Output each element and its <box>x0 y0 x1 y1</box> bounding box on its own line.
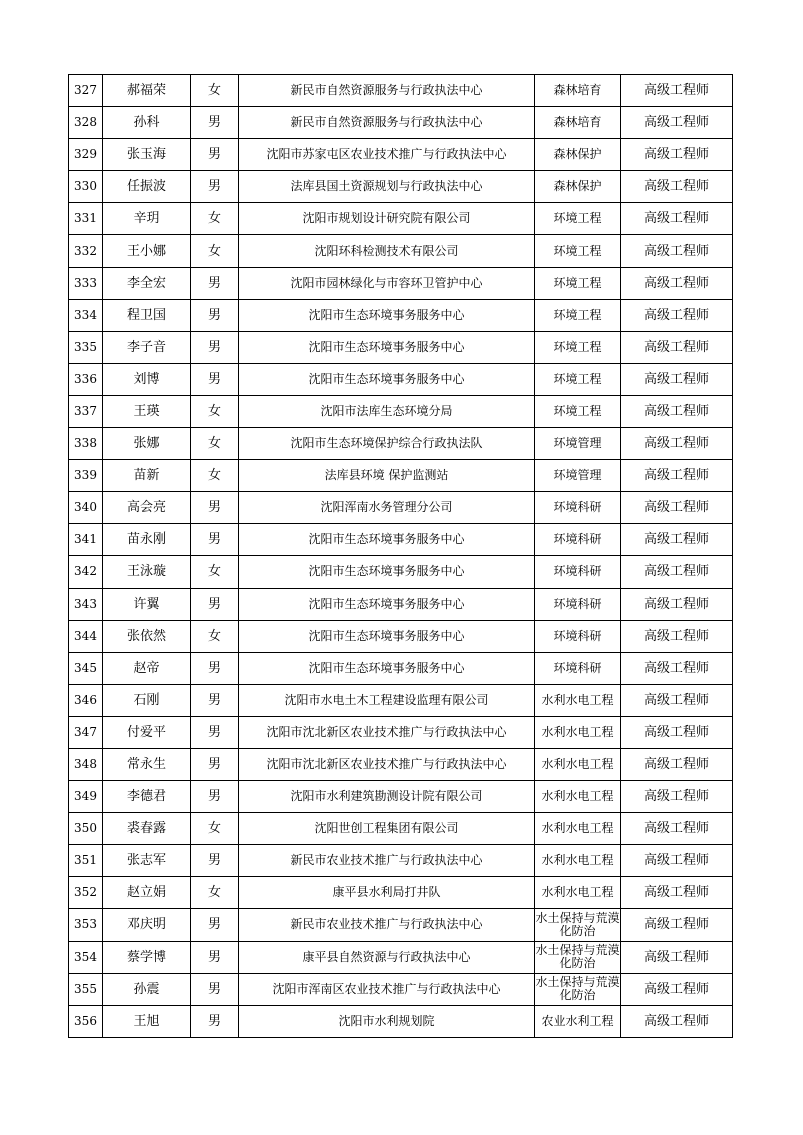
major-cell: 环境工程 <box>535 203 621 235</box>
major-cell: 环境科研 <box>535 556 621 588</box>
gender-cell: 男 <box>191 716 239 748</box>
major-cell: 环境科研 <box>535 524 621 556</box>
table-row <box>69 203 733 235</box>
gender-cell: 男 <box>191 492 239 524</box>
row-number-cell: 331 <box>69 203 103 235</box>
table-row <box>69 492 733 524</box>
gender-cell: 男 <box>191 1005 239 1037</box>
table-row <box>69 652 733 684</box>
unit-cell: 沈阳市水利规划院 <box>239 1005 535 1037</box>
table-row <box>69 524 733 556</box>
gender-cell: 女 <box>191 203 239 235</box>
row-number-cell: 350 <box>69 813 103 845</box>
name-cell: 张志军 <box>103 845 191 877</box>
unit-cell: 沈阳浑南水务管理分公司 <box>239 492 535 524</box>
gender-cell: 女 <box>191 235 239 267</box>
row-number-cell: 349 <box>69 781 103 813</box>
table-row <box>69 909 733 941</box>
personnel-table-body <box>69 75 733 1038</box>
unit-cell: 沈阳市规划设计研究院有限公司 <box>239 203 535 235</box>
title-cell: 高级工程师 <box>621 139 733 171</box>
name-cell: 张娜 <box>103 428 191 460</box>
row-number-cell: 346 <box>69 684 103 716</box>
major-cell: 水土保持与荒漠化防治 <box>535 909 621 941</box>
major-cell: 森林培育 <box>535 107 621 139</box>
gender-cell: 男 <box>191 107 239 139</box>
gender-cell: 女 <box>191 620 239 652</box>
title-cell: 高级工程师 <box>621 973 733 1005</box>
title-cell: 高级工程师 <box>621 909 733 941</box>
unit-cell: 沈阳市水利建筑勘测设计院有限公司 <box>239 781 535 813</box>
unit-cell: 法库县环境 保护监测站 <box>239 460 535 492</box>
unit-cell: 沈阳世创工程集团有限公司 <box>239 813 535 845</box>
name-cell: 王旭 <box>103 1005 191 1037</box>
title-cell: 高级工程师 <box>621 203 733 235</box>
table-row <box>69 428 733 460</box>
title-cell: 高级工程师 <box>621 652 733 684</box>
name-cell: 李德君 <box>103 781 191 813</box>
unit-cell: 沈阳市生态环境事务服务中心 <box>239 524 535 556</box>
gender-cell: 男 <box>191 267 239 299</box>
row-number-cell: 336 <box>69 363 103 395</box>
title-cell: 高级工程师 <box>621 845 733 877</box>
unit-cell: 法库县国土资源规划与行政执法中心 <box>239 171 535 203</box>
gender-cell: 男 <box>191 171 239 203</box>
row-number-cell: 345 <box>69 652 103 684</box>
table-row <box>69 620 733 652</box>
title-cell: 高级工程师 <box>621 716 733 748</box>
row-number-cell: 344 <box>69 620 103 652</box>
title-cell: 高级工程师 <box>621 299 733 331</box>
major-cell: 水土保持与荒漠化防治 <box>535 973 621 1005</box>
title-cell: 高级工程师 <box>621 460 733 492</box>
name-cell: 邓庆明 <box>103 909 191 941</box>
gender-cell: 男 <box>191 684 239 716</box>
major-cell: 水利水电工程 <box>535 716 621 748</box>
major-cell: 环境科研 <box>535 620 621 652</box>
row-number-cell: 337 <box>69 395 103 427</box>
unit-cell: 康平县水利局打井队 <box>239 877 535 909</box>
unit-cell: 沈阳市生态环境事务服务中心 <box>239 652 535 684</box>
major-cell: 水利水电工程 <box>535 781 621 813</box>
table-row <box>69 813 733 845</box>
title-cell: 高级工程师 <box>621 524 733 556</box>
personnel-table <box>68 74 733 1038</box>
name-cell: 孙科 <box>103 107 191 139</box>
major-cell: 水利水电工程 <box>535 845 621 877</box>
table-row <box>69 235 733 267</box>
table-row <box>69 781 733 813</box>
table-row <box>69 460 733 492</box>
row-number-cell: 338 <box>69 428 103 460</box>
major-cell: 环境科研 <box>535 652 621 684</box>
unit-cell: 沈阳市沈北新区农业技术推广与行政执法中心 <box>239 748 535 780</box>
table-row <box>69 171 733 203</box>
unit-cell: 新民市农业技术推广与行政执法中心 <box>239 909 535 941</box>
name-cell: 赵帝 <box>103 652 191 684</box>
major-cell: 环境管理 <box>535 460 621 492</box>
table-row <box>69 139 733 171</box>
table-row <box>69 556 733 588</box>
title-cell: 高级工程师 <box>621 684 733 716</box>
unit-cell: 沈阳市园林绿化与市容环卫管护中心 <box>239 267 535 299</box>
row-number-cell: 354 <box>69 941 103 973</box>
title-cell: 高级工程师 <box>621 363 733 395</box>
gender-cell: 女 <box>191 813 239 845</box>
name-cell: 张依然 <box>103 620 191 652</box>
name-cell: 程卫国 <box>103 299 191 331</box>
name-cell: 李全宏 <box>103 267 191 299</box>
name-cell: 苗新 <box>103 460 191 492</box>
major-cell: 水利水电工程 <box>535 877 621 909</box>
row-number-cell: 334 <box>69 299 103 331</box>
table-row <box>69 267 733 299</box>
name-cell: 石刚 <box>103 684 191 716</box>
major-cell: 环境工程 <box>535 235 621 267</box>
title-cell: 高级工程师 <box>621 588 733 620</box>
row-number-cell: 352 <box>69 877 103 909</box>
gender-cell: 女 <box>191 460 239 492</box>
unit-cell: 沈阳市生态环境事务服务中心 <box>239 620 535 652</box>
row-number-cell: 339 <box>69 460 103 492</box>
unit-cell: 沈阳市生态环境事务服务中心 <box>239 363 535 395</box>
row-number-cell: 351 <box>69 845 103 877</box>
title-cell: 高级工程师 <box>621 235 733 267</box>
unit-cell: 沈阳市沈北新区农业技术推广与行政执法中心 <box>239 716 535 748</box>
table-row <box>69 299 733 331</box>
unit-cell: 新民市自然资源服务与行政执法中心 <box>239 107 535 139</box>
gender-cell: 男 <box>191 139 239 171</box>
table-row <box>69 107 733 139</box>
name-cell: 王小娜 <box>103 235 191 267</box>
gender-cell: 男 <box>191 363 239 395</box>
unit-cell: 新民市农业技术推广与行政执法中心 <box>239 845 535 877</box>
major-cell: 环境管理 <box>535 428 621 460</box>
gender-cell: 男 <box>191 652 239 684</box>
unit-cell: 沈阳市生态环境保护综合行政执法队 <box>239 428 535 460</box>
name-cell: 许翼 <box>103 588 191 620</box>
title-cell: 高级工程师 <box>621 395 733 427</box>
name-cell: 蔡学博 <box>103 941 191 973</box>
row-number-cell: 333 <box>69 267 103 299</box>
table-row <box>69 395 733 427</box>
title-cell: 高级工程师 <box>621 428 733 460</box>
title-cell: 高级工程师 <box>621 107 733 139</box>
row-number-cell: 332 <box>69 235 103 267</box>
gender-cell: 男 <box>191 331 239 363</box>
major-cell: 环境工程 <box>535 395 621 427</box>
gender-cell: 女 <box>191 395 239 427</box>
title-cell: 高级工程师 <box>621 331 733 363</box>
table-row <box>69 588 733 620</box>
row-number-cell: 329 <box>69 139 103 171</box>
title-cell: 高级工程师 <box>621 267 733 299</box>
major-cell: 环境科研 <box>535 588 621 620</box>
gender-cell: 男 <box>191 524 239 556</box>
title-cell: 高级工程师 <box>621 941 733 973</box>
row-number-cell: 355 <box>69 973 103 1005</box>
name-cell: 赵立娟 <box>103 877 191 909</box>
gender-cell: 女 <box>191 428 239 460</box>
name-cell: 辛玥 <box>103 203 191 235</box>
major-cell: 环境工程 <box>535 267 621 299</box>
unit-cell: 沈阳市生态环境事务服务中心 <box>239 588 535 620</box>
row-number-cell: 353 <box>69 909 103 941</box>
row-number-cell: 342 <box>69 556 103 588</box>
unit-cell: 沈阳市浑南区农业技术推广与行政执法中心 <box>239 973 535 1005</box>
unit-cell: 沈阳市生态环境事务服务中心 <box>239 556 535 588</box>
unit-cell: 沈阳市苏家屯区农业技术推广与行政执法中心 <box>239 139 535 171</box>
row-number-cell: 327 <box>69 75 103 107</box>
title-cell: 高级工程师 <box>621 492 733 524</box>
unit-cell: 沈阳市法库生态环境分局 <box>239 395 535 427</box>
major-cell: 环境工程 <box>535 299 621 331</box>
unit-cell: 沈阳环科检测技术有限公司 <box>239 235 535 267</box>
gender-cell: 女 <box>191 75 239 107</box>
table-row <box>69 973 733 1005</box>
unit-cell: 沈阳市生态环境事务服务中心 <box>239 299 535 331</box>
gender-cell: 男 <box>191 588 239 620</box>
name-cell: 任振波 <box>103 171 191 203</box>
title-cell: 高级工程师 <box>621 1005 733 1037</box>
table-row <box>69 877 733 909</box>
table-row <box>69 748 733 780</box>
major-cell: 水利水电工程 <box>535 813 621 845</box>
table-row <box>69 1005 733 1037</box>
table-row <box>69 845 733 877</box>
title-cell: 高级工程师 <box>621 748 733 780</box>
row-number-cell: 330 <box>69 171 103 203</box>
unit-cell: 康平县自然资源与行政执法中心 <box>239 941 535 973</box>
major-cell: 环境科研 <box>535 492 621 524</box>
table-row <box>69 716 733 748</box>
unit-cell: 沈阳市水电土木工程建设监理有限公司 <box>239 684 535 716</box>
name-cell: 高会亮 <box>103 492 191 524</box>
gender-cell: 男 <box>191 941 239 973</box>
name-cell: 王瑛 <box>103 395 191 427</box>
title-cell: 高级工程师 <box>621 75 733 107</box>
row-number-cell: 348 <box>69 748 103 780</box>
title-cell: 高级工程师 <box>621 877 733 909</box>
table-row <box>69 75 733 107</box>
row-number-cell: 356 <box>69 1005 103 1037</box>
gender-cell: 女 <box>191 877 239 909</box>
title-cell: 高级工程师 <box>621 556 733 588</box>
major-cell: 水土保持与荒漠化防治 <box>535 941 621 973</box>
row-number-cell: 328 <box>69 107 103 139</box>
name-cell: 王泳璇 <box>103 556 191 588</box>
gender-cell: 女 <box>191 556 239 588</box>
major-cell: 森林保护 <box>535 139 621 171</box>
major-cell: 森林培育 <box>535 75 621 107</box>
title-cell: 高级工程师 <box>621 171 733 203</box>
gender-cell: 男 <box>191 299 239 331</box>
name-cell: 李子音 <box>103 331 191 363</box>
row-number-cell: 347 <box>69 716 103 748</box>
gender-cell: 男 <box>191 781 239 813</box>
name-cell: 付爱平 <box>103 716 191 748</box>
major-cell: 森林保护 <box>535 171 621 203</box>
major-cell: 环境工程 <box>535 331 621 363</box>
major-cell: 水利水电工程 <box>535 748 621 780</box>
title-cell: 高级工程师 <box>621 813 733 845</box>
name-cell: 裘春露 <box>103 813 191 845</box>
name-cell: 苗永刚 <box>103 524 191 556</box>
table-row <box>69 941 733 973</box>
major-cell: 水利水电工程 <box>535 684 621 716</box>
major-cell: 环境工程 <box>535 363 621 395</box>
gender-cell: 男 <box>191 973 239 1005</box>
unit-cell: 沈阳市生态环境事务服务中心 <box>239 331 535 363</box>
name-cell: 张玉海 <box>103 139 191 171</box>
gender-cell: 男 <box>191 845 239 877</box>
row-number-cell: 343 <box>69 588 103 620</box>
table-row <box>69 363 733 395</box>
gender-cell: 男 <box>191 909 239 941</box>
major-cell: 农业水利工程 <box>535 1005 621 1037</box>
gender-cell: 男 <box>191 748 239 780</box>
name-cell: 郝福荣 <box>103 75 191 107</box>
table-row <box>69 331 733 363</box>
title-cell: 高级工程师 <box>621 781 733 813</box>
row-number-cell: 341 <box>69 524 103 556</box>
name-cell: 孙震 <box>103 973 191 1005</box>
name-cell: 常永生 <box>103 748 191 780</box>
title-cell: 高级工程师 <box>621 620 733 652</box>
table-row <box>69 684 733 716</box>
row-number-cell: 335 <box>69 331 103 363</box>
name-cell: 刘博 <box>103 363 191 395</box>
row-number-cell: 340 <box>69 492 103 524</box>
unit-cell: 新民市自然资源服务与行政执法中心 <box>239 75 535 107</box>
